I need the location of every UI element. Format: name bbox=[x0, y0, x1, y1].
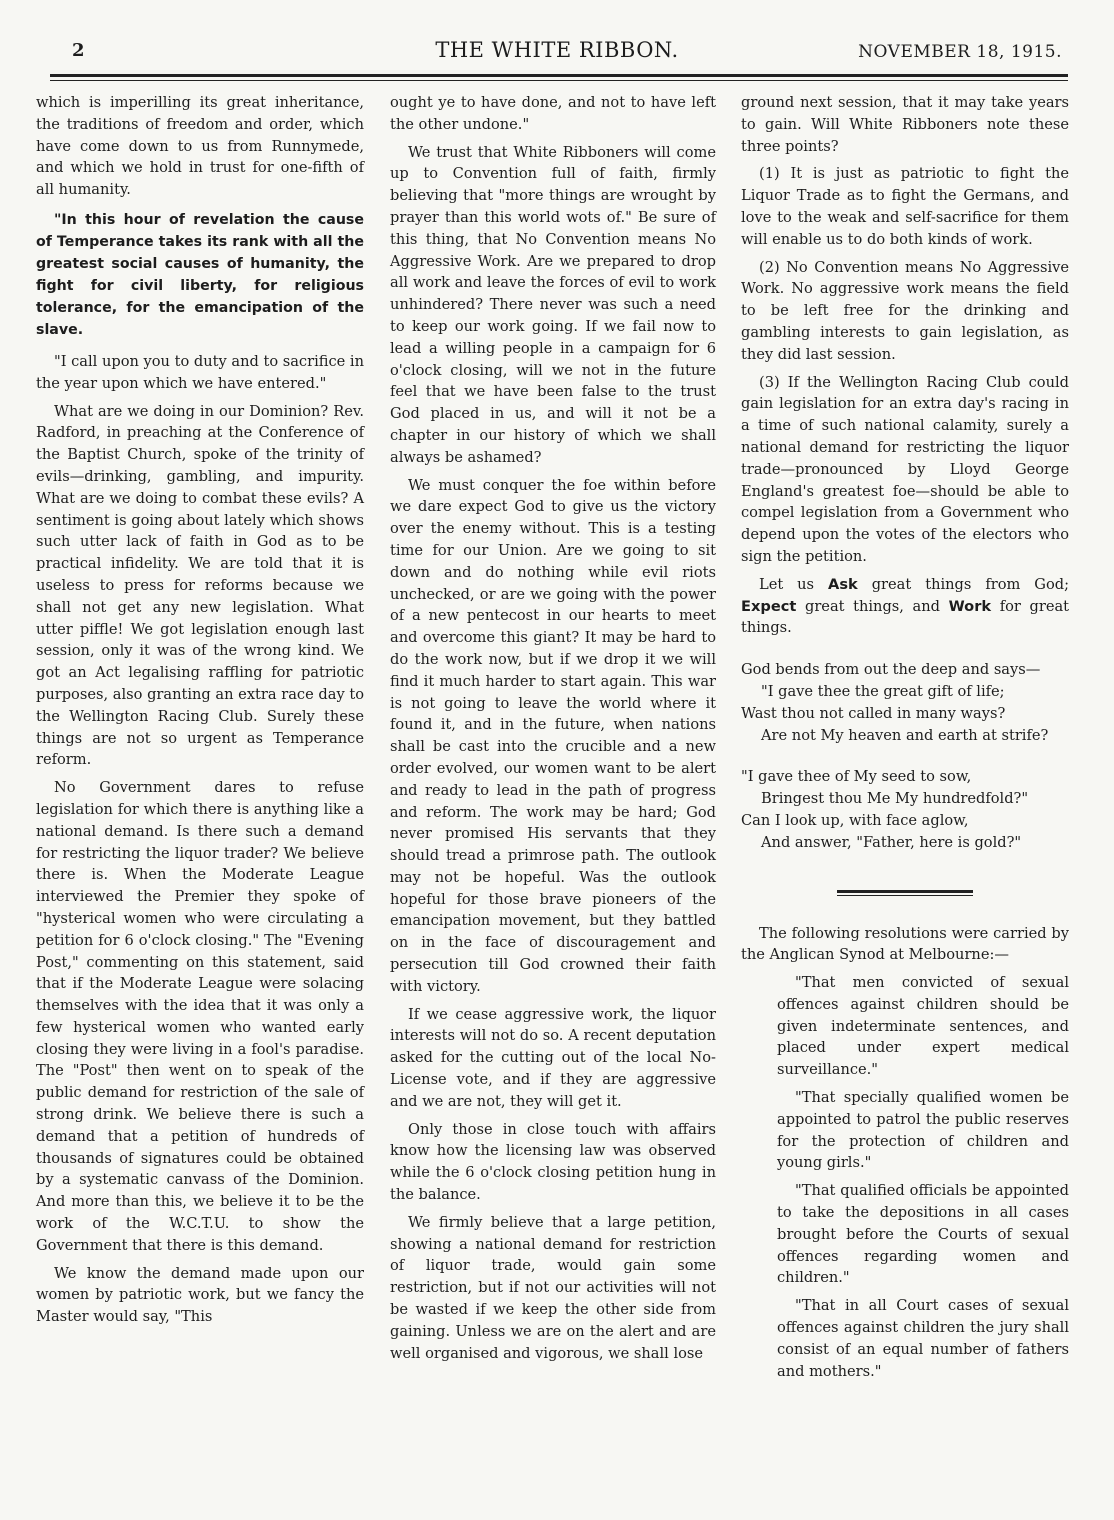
paragraph: (3) If the Wellington Racing Club could gain legislation for an extra day's racing in a time of such national calamity, surely a national demand for restricting the liquor trade—pronounced by Lloyd George England's greatest foe—should be able to compel legislation from a Government who depend upon the votes of the electors who sign the petition. bbox=[741, 373, 1069, 565]
issue-date: NOVEMBER 18, 1915. bbox=[858, 42, 1062, 62]
header-rule-thick bbox=[50, 74, 1068, 77]
resolution-item: "That in all Court cases of sexual offences against children the jury shall consist of an equal number of fathers and mothers." bbox=[777, 1297, 1069, 1380]
ask-expect-work-paragraph bbox=[741, 574, 1069, 639]
poem-line: "I gave thee the great gift of life; bbox=[761, 682, 1005, 700]
work-word: Work bbox=[948, 597, 992, 615]
paper-title: THE WHITE RIBBON. bbox=[435, 38, 679, 62]
column-2 bbox=[390, 92, 716, 1370]
resolution-item: "That men convicted of sexual offences against children should be given indeterminate sentences, and placed under expert medical surveillance." bbox=[777, 974, 1069, 1079]
poem-line: Can I look up, with face aglow, bbox=[741, 811, 969, 829]
column-1 bbox=[36, 92, 364, 1334]
paragraph: We must conquer the foe within before we dare expect God to give us the victory over the enemy without. This is a testing time for our Union. Are we going to sit down and do nothing while evil riots unchecked, or are we going with the power of a new pentecost in our hearts to meet and overcome this giant? It may be hard to do the work now, but if we drop it we will find it much harder to start again. This war is not going to leave the world where it found it, and in the future, when nations shall be cast into the crucible and a new order evolved, our women want to be alert and ready to lead in the path of progress and reform. The work may be hard; God never promised His servants that they should tread a primrose path. The outlook may not be hopeful. Was the outlook hopeful for those brave pioneers of the emancipation movement, but they battled on in the face of discouragement and persecution till God crowned their faith with victory. bbox=[390, 476, 716, 995]
poem bbox=[741, 659, 1069, 853]
column-3 bbox=[741, 92, 1069, 1388]
poem-line: And answer, "Father, here is gold?" bbox=[761, 833, 1022, 851]
poem-line: Bringest thou Me My hundredfold?" bbox=[761, 790, 1029, 808]
paragraph: ground next session, that it may take years to gain. Will White Ribboners note these three points? bbox=[741, 94, 1069, 155]
paragraph: If we cease aggressive work, the liquor interests will not do so. A recent deputation asked for the cutting out of the local No-License vote, and if they are aggressive and we are not, they will get it. bbox=[390, 1005, 716, 1110]
poem-line: God bends from out the deep and says— bbox=[741, 661, 1041, 679]
poem-line: Are not My heaven and earth at strife? bbox=[761, 726, 1049, 744]
bold-quote-paragraph: "In this hour of revelation the cause of Temperance takes its rank with all the greatest social causes of humanity, the fight for civil liberty, for religious tolerance, for the emancipation of the slave. bbox=[36, 211, 364, 338]
header-rule-thin bbox=[50, 80, 1068, 81]
resolution-item: "That specially qualified women be appointed to patrol the public reserves for the protection of children and young girls." bbox=[777, 1089, 1069, 1172]
paragraph: We firmly believe that a large petition, showing a national demand for restriction of liquor trade, would gain some restriction, but if not our activities will not be wasted if we keep the other side from gaining. Unless we are on the alert and are well organised and vigorous, we shall lose bbox=[390, 1213, 716, 1362]
text-run: great things from God; bbox=[871, 575, 1070, 593]
paragraph: which is imperilling its great inheritance, the traditions of freedom and order, which have come down to us from Runnymede, and which we hold in trust for one-fifth of all humanity. bbox=[36, 94, 364, 199]
paragraph: ought ye to have done, and not to have left the other undone." bbox=[390, 94, 716, 133]
ask-word: Ask bbox=[828, 575, 858, 593]
text-run: for great things. bbox=[741, 597, 1070, 637]
expect-word: Expect bbox=[741, 597, 797, 615]
paragraph: We trust that White Ribboners will come up to Convention full of faith, firmly believing that "more things are wrought by prayer than this world wots of." Be sure of this thing, that No Convention means No Aggressive Work. Are we prepared to drop all work and leave the forces of evil to work unhindered? There never was such a need to keep our work going. If we fail now to lead a willing people in a campaign for 6 o'clock closing, will we not in the future feel that we have been false to the trust God placed in us, and will it not be a chapter in our history of which we shall always be ashamed? bbox=[390, 143, 716, 466]
paragraph: Only those in close touch with affairs know how the licensing law was observed while the 6 o'clock closing petition hung in the balance. bbox=[390, 1120, 716, 1204]
paragraph: No Government dares to refuse legislation for which there is anything like a national demand. Is there such a demand for restricting the liquor trader? We believe there is. When the Moderate League interviewed the Premier they spoke of "hysterical women who were circulating a petition for 6 o'clock closing." The "Evening Post," commenting on this statement, said that if the Moderate League were solacing themselves with the idea that it was only a few hysterical women who wanted early closing they were living in a fool's paradise. The "Post" then went on to speak of the public demand for restriction of the sale of strong drink. We believe there is such a demand that a petition of hundreds of thousands of signatures could be obtained by a systematic canvass of the Dominion. And more than this, we believe it to be the work of the W.C.T.U. to show the Government that there is this demand. bbox=[36, 779, 364, 1254]
paragraph: (2) No Convention means No Aggressive Work. No aggressive work means the field to be left free for the drinking and gambling interests to gain legislation, as they did last session. bbox=[741, 258, 1069, 363]
masthead bbox=[0, 0, 1114, 95]
paragraph: "I call upon you to duty and to sacrifice in the year upon which we have entered." bbox=[36, 352, 365, 392]
page-number: 2 bbox=[72, 40, 85, 61]
text-run: Let us bbox=[759, 575, 815, 593]
poem-line: "I gave thee of My seed to sow, bbox=[741, 768, 972, 786]
paragraph: We know the demand made upon our women by patriotic work, but we fancy the Master would say, "This bbox=[36, 1264, 364, 1326]
resolutions-intro: The following resolutions were carried by the Anglican Synod at Melbourne:— bbox=[741, 924, 1069, 964]
resolution-item: "That qualified officials be appointed to take the depositions in all cases brought before the Courts of sexual offences regarding women and children." bbox=[777, 1182, 1069, 1287]
text-run: great things, and bbox=[804, 597, 940, 615]
paragraph: (1) It is just as patriotic to fight the Liquor Trade as to fight the Germans, and love to the weak and self-sacrifice for them will enable us to do both kinds of work. bbox=[741, 165, 1069, 248]
section-divider bbox=[837, 890, 973, 893]
paragraph: What are we doing in our Dominion? Rev. Radford, in preaching at the Conference of the Baptist Church, spoke of the trinity of evils—drinking, gambling, and impurity. What are we doing to combat these evils? A sentiment is going about lately which shows such utter lack of faith in God as to be practical infidelity. We are told that it is useless to press for reforms because we shall not get any new legislation. What utter piffle! We got legislation enough last session, only it was of the wrong kind. We got an Act legalising raffling for patriotic purposes, also granting an extra race day to the Wellington Racing Club. Surely these things are not so urgent as Temperance reform. bbox=[36, 402, 364, 769]
poem-line: Wast thou not called in many ways? bbox=[741, 704, 1006, 722]
